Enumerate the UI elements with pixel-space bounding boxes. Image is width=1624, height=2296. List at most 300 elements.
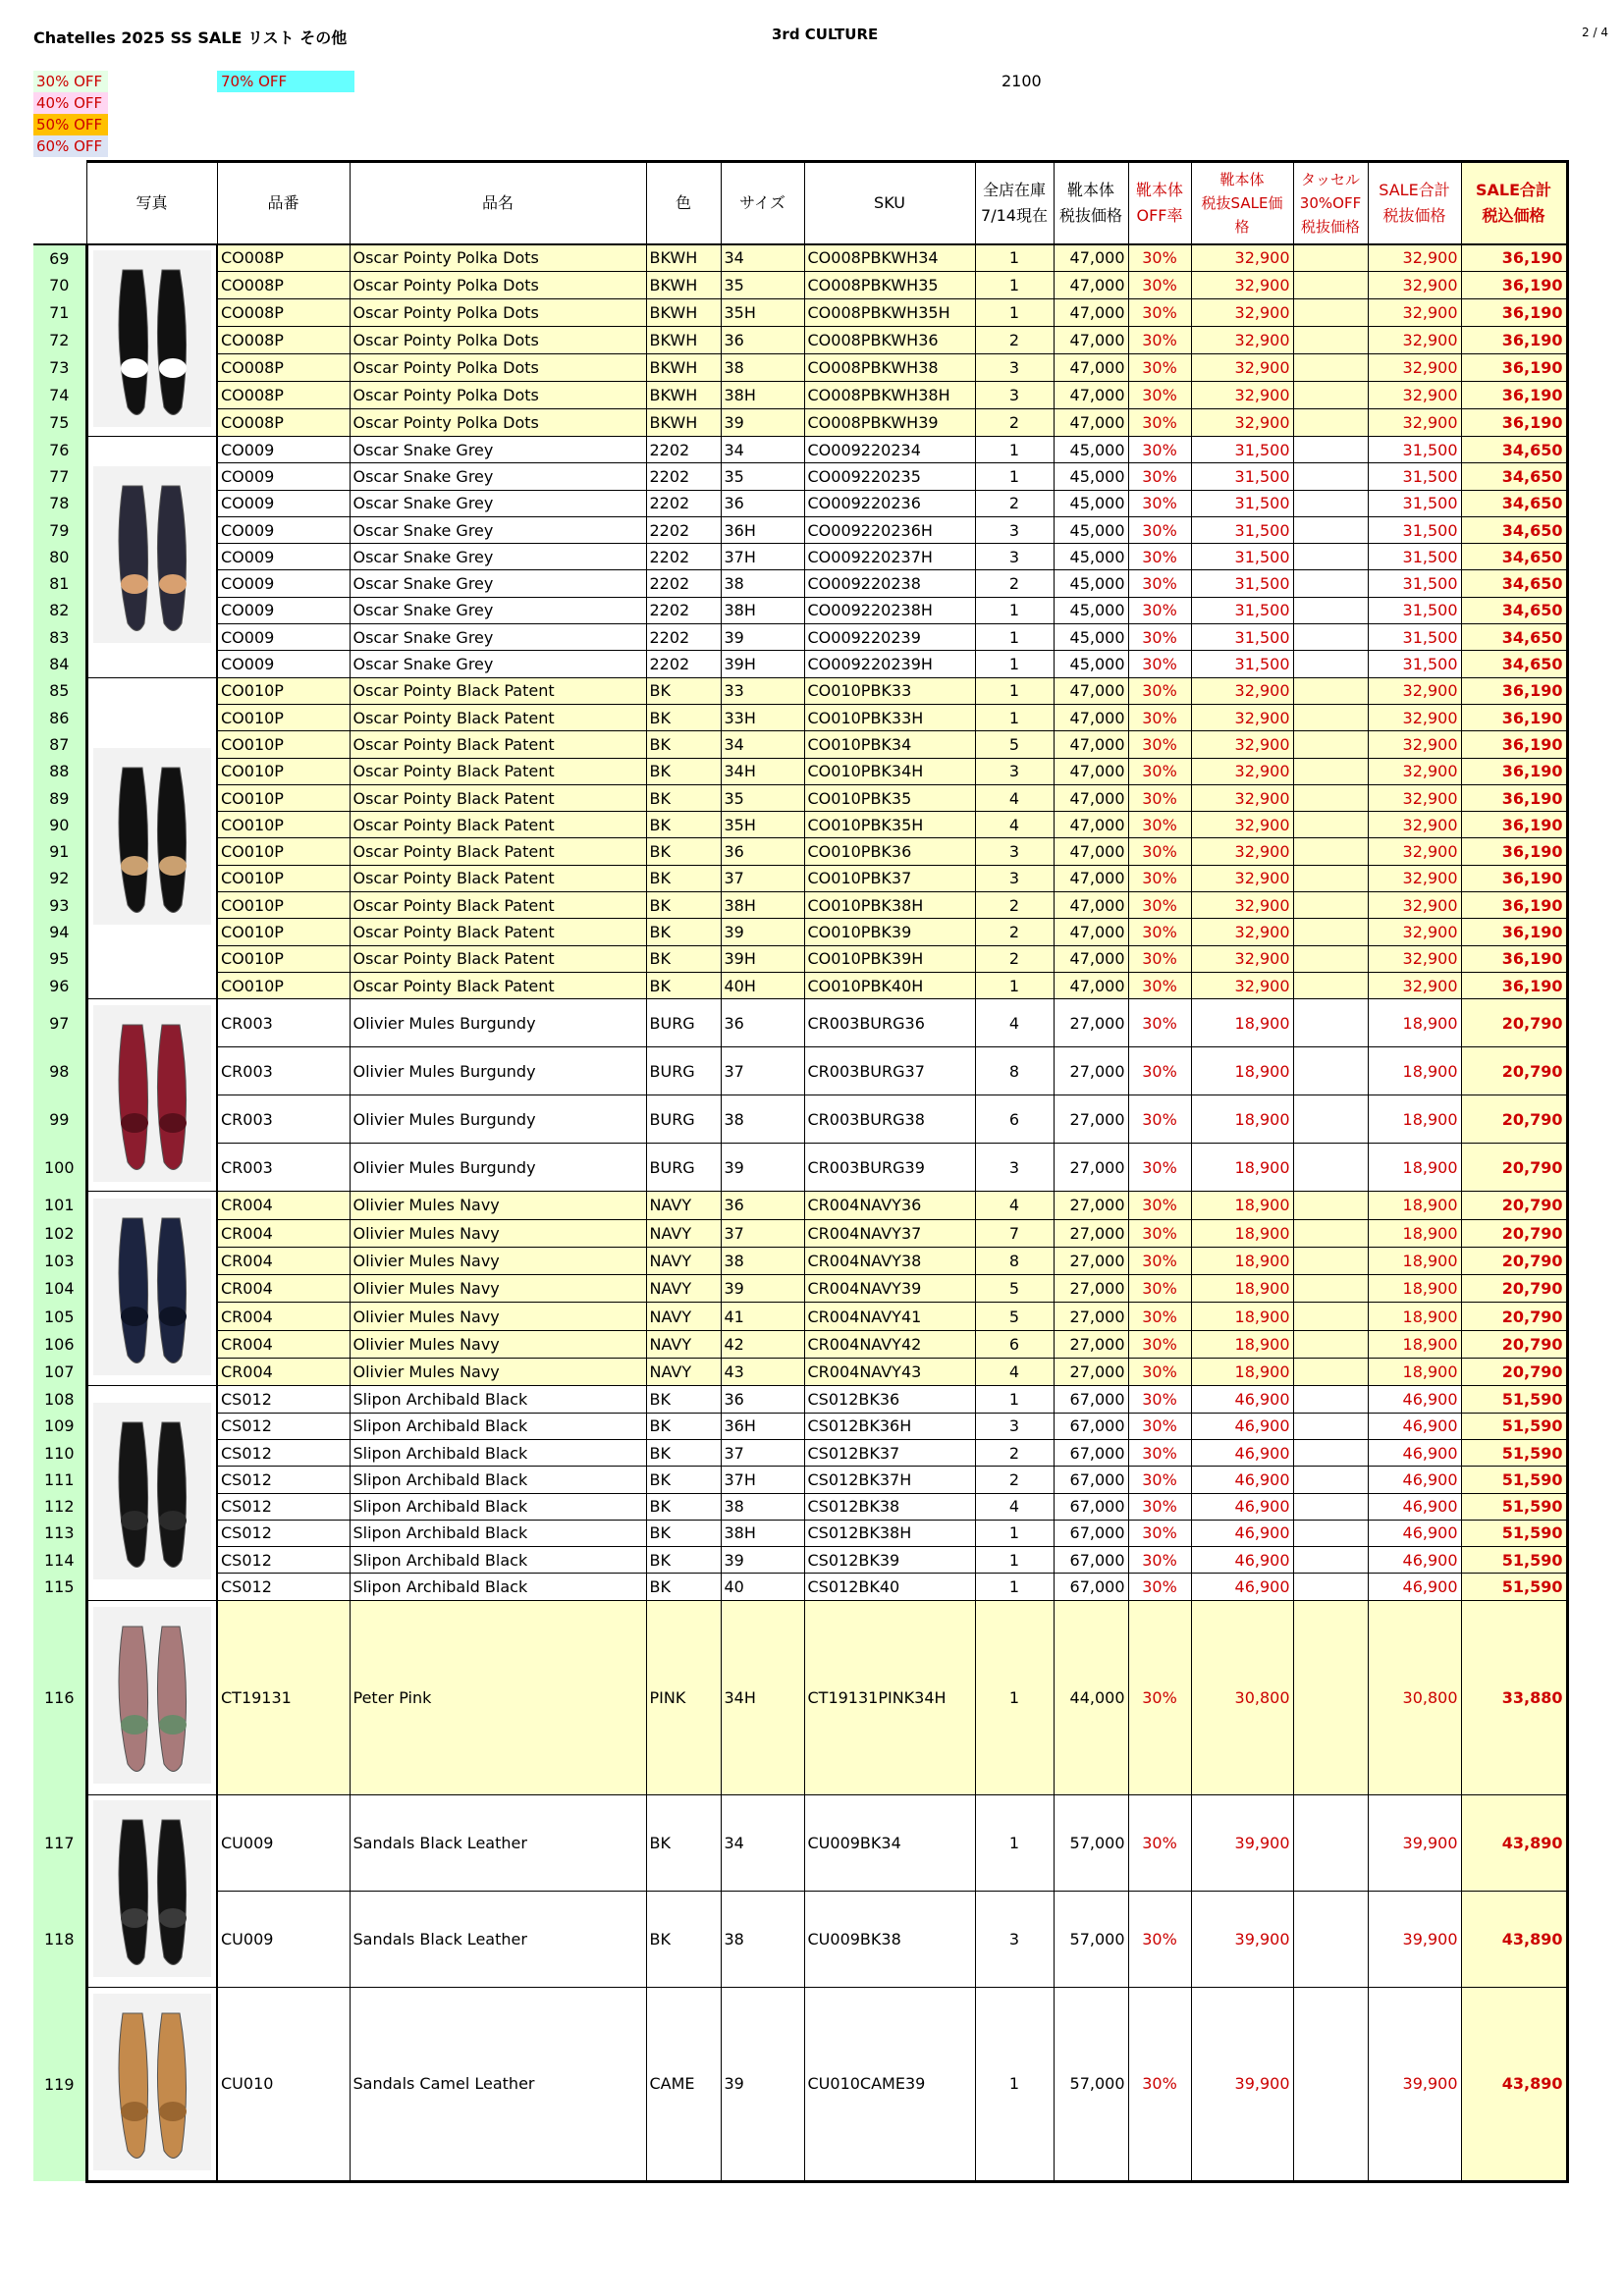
total-price-cell: 36,190 [1461,382,1567,409]
tassel-price-cell [1293,1600,1368,1794]
color-cell: BK [646,731,721,758]
sale-header-line2: 税抜SALE価 [1201,193,1283,212]
sku-cell: CO010PBK39H [804,945,975,972]
price-cell: 45,000 [1054,463,1128,490]
stock-cell: 1 [975,704,1054,730]
stock-cell: 6 [975,1095,1054,1144]
row-number: 100 [33,1144,86,1192]
total-price-cell: 51,590 [1461,1520,1567,1546]
color-header: 色 [646,162,721,244]
stock-cell: 1 [975,624,1054,651]
row-number: 79 [33,516,86,543]
stock-cell: 4 [975,1192,1054,1219]
stock-cell: 1 [975,1600,1054,1794]
sale-total-cell: 31,500 [1368,516,1461,543]
sale-total-cell: 30,800 [1368,1600,1461,1794]
sale-total-cell: 32,900 [1368,972,1461,998]
sale-total-cell: 18,900 [1368,1192,1461,1219]
table-row [33,1574,1567,1600]
off-rate-cell: 30% [1128,704,1191,730]
total-price-cell: 36,190 [1461,812,1567,838]
color-cell: BK [646,838,721,865]
size-cell: 39 [721,1144,804,1192]
sale-total-header-line1: SALE合計 [1379,180,1450,199]
sale-price-cell: 32,900 [1191,838,1293,865]
size-cell: 38 [721,1247,804,1274]
sale-price-cell: 32,900 [1191,865,1293,891]
item-no-cell: CU009 [217,1891,350,1987]
price-cell: 67,000 [1054,1439,1128,1466]
size-cell: 36 [721,327,804,354]
tassel-price-cell [1293,1574,1368,1600]
price-cell: 47,000 [1054,244,1128,272]
item-name-cell: Oscar Pointy Polka Dots [350,354,646,382]
table-row [33,1359,1567,1386]
sku-cell: CO009220238 [804,570,975,597]
stock-cell: 2 [975,945,1054,972]
color-cell: PINK [646,1600,721,1794]
color-cell: BKWH [646,354,721,382]
sale-total-cell: 46,900 [1368,1520,1461,1546]
stock-cell: 4 [975,1359,1054,1386]
camel-sandals-photo [93,1994,211,2170]
total-price-cell: 36,190 [1461,784,1567,811]
row-number: 98 [33,1047,86,1095]
sale-total-cell: 18,900 [1368,1359,1461,1386]
black-slipon-photo [93,1403,211,1579]
sale-price-cell: 46,900 [1191,1467,1293,1493]
item-name-cell: Sandals Camel Leather [350,1987,646,2181]
price-cell: 47,000 [1054,327,1128,354]
off-rate-cell: 30% [1128,1891,1191,1987]
item-name-cell: Peter Pink [350,1600,646,1794]
sku-cell: CO009220239H [804,651,975,677]
item-no-cell: CU009 [217,1794,350,1891]
item-name-cell: Oscar Snake Grey [350,597,646,623]
item-name-cell: Oscar Pointy Black Patent [350,704,646,730]
size-cell: 36 [721,1192,804,1219]
off-rate-cell: 30% [1128,1192,1191,1219]
color-cell: BK [646,1547,721,1574]
off-rate-cell: 30% [1128,1547,1191,1574]
sale-total-cell: 32,900 [1368,731,1461,758]
row-number: 96 [33,972,86,998]
row-number-header [33,162,86,244]
item-name-cell: Olivier Mules Burgundy [350,999,646,1047]
off-rate-cell: 30% [1128,731,1191,758]
table-row [33,1047,1567,1095]
row-number: 95 [33,945,86,972]
total-price-cell: 36,190 [1461,919,1567,945]
off-rate-cell: 30% [1128,972,1191,998]
sale-total-cell: 32,900 [1368,838,1461,865]
black-sandals-photo [93,1800,211,1977]
item-name-cell: Olivier Mules Navy [350,1330,646,1358]
snake-grey-shoes-photo [93,466,211,643]
sale-total-cell: 32,900 [1368,354,1461,382]
row-number: 112 [33,1493,86,1520]
row-number: 83 [33,624,86,651]
price-cell: 45,000 [1054,437,1128,463]
sku-cell: CU010CAME39 [804,1987,975,2181]
sale-price-cell: 32,900 [1191,812,1293,838]
table-row [33,1386,1567,1413]
stock-cell: 1 [975,677,1054,704]
item-no-cell: CR004 [217,1192,350,1219]
sale-price-cell: 31,500 [1191,597,1293,623]
sku-cell: CS012BK37H [804,1467,975,1493]
table-row [33,1275,1567,1303]
tassel-price-cell [1293,382,1368,409]
size-cell: 40H [721,972,804,998]
size-cell: 37 [721,1219,804,1247]
row-number: 76 [33,437,86,463]
tassel-header-line1: タッセル [1300,170,1360,188]
sku-cell: CO010PBK34 [804,731,975,758]
price-cell: 27,000 [1054,1095,1128,1144]
item-name-cell: Slipon Archibald Black [350,1547,646,1574]
item-name-cell: Sandals Black Leather [350,1794,646,1891]
item-name-cell: Olivier Mules Navy [350,1303,646,1330]
sale-total-cell: 32,900 [1368,945,1461,972]
sale-price-cell: 18,900 [1191,1330,1293,1358]
color-cell: BK [646,677,721,704]
total-price-cell: 20,790 [1461,999,1567,1047]
size-cell: 36H [721,516,804,543]
stock-cell: 5 [975,731,1054,758]
table-row [33,1439,1567,1466]
sale-price-cell: 32,900 [1191,677,1293,704]
table-row [33,972,1567,998]
tassel-price-cell [1293,999,1368,1047]
size-cell: 35H [721,812,804,838]
item-no-cell: CR004 [217,1359,350,1386]
sku-cell: CR004NAVY39 [804,1275,975,1303]
sale-total-cell: 31,500 [1368,437,1461,463]
sale-total-cell: 18,900 [1368,1330,1461,1358]
tassel-price-cell [1293,1547,1368,1574]
row-number: 107 [33,1359,86,1386]
name-header: 品名 [350,162,646,244]
total-price-cell: 36,190 [1461,945,1567,972]
product-photo-cell [86,1386,217,1600]
tassel-price-cell [1293,651,1368,677]
table-row [33,437,1567,463]
table-row [33,784,1567,811]
item-no-cell: CO010P [217,892,350,919]
item-no-cell: CS012 [217,1467,350,1493]
item-name-cell: Oscar Pointy Black Patent [350,865,646,891]
item-no-cell: CS012 [217,1493,350,1520]
size-cell: 37 [721,1047,804,1095]
stock-cell: 7 [975,1219,1054,1247]
total-header-line2: 税込価格 [1482,205,1545,225]
sku-cell: CS012BK38H [804,1520,975,1546]
size-cell: 33H [721,704,804,730]
color-cell: BK [646,865,721,891]
price-cell: 47,000 [1054,865,1128,891]
sale-price-cell: 32,900 [1191,972,1293,998]
tassel-price-cell [1293,570,1368,597]
sale-price-cell: 39,900 [1191,1794,1293,1891]
total-price-cell: 20,790 [1461,1303,1567,1330]
item-name-cell: Oscar Snake Grey [350,437,646,463]
sale-total-cell: 32,900 [1368,784,1461,811]
tassel-price-cell [1293,865,1368,891]
color-cell: BK [646,1439,721,1466]
tassel-price-cell [1293,409,1368,437]
off-rate-cell: 30% [1128,1275,1191,1303]
item-name-cell: Slipon Archibald Black [350,1520,646,1546]
price-cell: 45,000 [1054,544,1128,570]
total-price-cell: 51,590 [1461,1547,1567,1574]
row-number: 73 [33,354,86,382]
sale-price-cell: 18,900 [1191,1095,1293,1144]
sku-cell: CR003BURG38 [804,1095,975,1144]
sale-total-cell: 46,900 [1368,1547,1461,1574]
color-cell: BK [646,784,721,811]
row-number: 89 [33,784,86,811]
sale-total-cell: 18,900 [1368,1095,1461,1144]
row-number: 106 [33,1330,86,1358]
off-rate-cell: 30% [1128,1095,1191,1144]
off-rate-cell: 30% [1128,784,1191,811]
product-photo-cell [86,437,217,678]
color-cell: BKWH [646,382,721,409]
sale-total-cell: 39,900 [1368,1794,1461,1891]
sale-price-cell: 18,900 [1191,1359,1293,1386]
size-cell: 35H [721,299,804,327]
item-no-cell: CO010P [217,758,350,784]
total-price-cell: 51,590 [1461,1413,1567,1439]
item-name-cell: Oscar Pointy Black Patent [350,945,646,972]
legend-70-off: 70% OFF [217,71,354,92]
tassel-price-cell [1293,299,1368,327]
total-price-cell: 51,590 [1461,1386,1567,1413]
off-rate-cell: 30% [1128,1144,1191,1192]
stock-cell: 1 [975,1574,1054,1600]
stock-cell: 1 [975,1547,1054,1574]
total-price-cell: 20,790 [1461,1275,1567,1303]
item-no-cell: CR004 [217,1247,350,1274]
table-row [33,758,1567,784]
sku-cell: CO008PBKWH35H [804,299,975,327]
item-name-cell: Oscar Pointy Black Patent [350,758,646,784]
price-cell: 47,000 [1054,731,1128,758]
off-rate-cell: 30% [1128,1600,1191,1794]
off-rate-cell: 30% [1128,1359,1191,1386]
item-name-cell: Slipon Archibald Black [350,1439,646,1466]
item-name-cell: Oscar Snake Grey [350,490,646,516]
off-rate-cell: 30% [1128,1493,1191,1520]
size-cell: 35 [721,784,804,811]
table-row [33,1413,1567,1439]
color-cell: BK [646,1520,721,1546]
total-price-cell: 34,650 [1461,570,1567,597]
item-no-cell: CO010P [217,838,350,865]
stock-cell: 2 [975,409,1054,437]
sale-total-cell: 46,900 [1368,1386,1461,1413]
row-number: 109 [33,1413,86,1439]
sku-cell: CO010PBK33 [804,677,975,704]
off-rate-cell: 30% [1128,570,1191,597]
sale-total-cell: 31,500 [1368,624,1461,651]
sku-cell: CO010PBK38H [804,892,975,919]
price-cell: 45,000 [1054,490,1128,516]
sale-price-cell: 31,500 [1191,624,1293,651]
sale-price-cell: 46,900 [1191,1386,1293,1413]
stock-cell: 4 [975,999,1054,1047]
item-name-cell: Oscar Pointy Black Patent [350,838,646,865]
tassel-price-cell [1293,892,1368,919]
size-cell: 33 [721,677,804,704]
sku-cell: CR004NAVY43 [804,1359,975,1386]
sku-cell: CO009220239 [804,624,975,651]
sale-total-cell: 32,900 [1368,758,1461,784]
sale-price-cell: 32,900 [1191,945,1293,972]
table-row [33,731,1567,758]
sale-price-cell: 18,900 [1191,999,1293,1047]
price-cell: 47,000 [1054,677,1128,704]
color-cell: NAVY [646,1303,721,1330]
table-row [33,812,1567,838]
total-price-cell: 43,890 [1461,1987,1567,2181]
off-rate-cell: 30% [1128,1467,1191,1493]
item-no-cell: CO009 [217,651,350,677]
sale-price-cell: 31,500 [1191,463,1293,490]
navy-mules-photo [93,1199,211,1375]
sale-price-cell: 31,500 [1191,544,1293,570]
row-number: 105 [33,1303,86,1330]
sku-cell: CO010PBK35 [804,784,975,811]
sale-total-cell: 46,900 [1368,1413,1461,1439]
off-rate-cell: 30% [1128,758,1191,784]
table-row [33,865,1567,891]
sale-total-cell: 32,900 [1368,677,1461,704]
price-cell: 47,000 [1054,758,1128,784]
tassel-price-cell [1293,1520,1368,1546]
color-cell: 2202 [646,437,721,463]
item-name-cell: Olivier Mules Burgundy [350,1144,646,1192]
item-no-cell: CR003 [217,1144,350,1192]
product-photo-cell [86,1600,217,1794]
price-cell: 27,000 [1054,1330,1128,1358]
table-row [33,1219,1567,1247]
size-cell: 38H [721,597,804,623]
table-row [33,945,1567,972]
sale-total-cell: 18,900 [1368,1247,1461,1274]
sale-price-cell: 31,500 [1191,570,1293,597]
sale-total-cell: 46,900 [1368,1439,1461,1466]
row-number: 119 [33,1987,86,2181]
price-cell: 67,000 [1054,1547,1128,1574]
item-name-cell: Oscar Pointy Polka Dots [350,382,646,409]
off-rate-cell: 30% [1128,945,1191,972]
row-number: 91 [33,838,86,865]
row-number: 94 [33,919,86,945]
size-cell: 39 [721,409,804,437]
photo-header: 写真 [86,162,217,244]
total-price-cell: 36,190 [1461,758,1567,784]
tassel-header [1293,162,1368,244]
sale-price-header [1191,162,1293,244]
row-number: 93 [33,892,86,919]
table-row [33,1192,1567,1219]
item-no-cell: CO010P [217,865,350,891]
off-rate-cell: 30% [1128,437,1191,463]
tassel-price-cell [1293,1413,1368,1439]
sale-price-cell: 18,900 [1191,1047,1293,1095]
tassel-price-cell [1293,1467,1368,1493]
sale-total-cell: 32,900 [1368,409,1461,437]
sale-total-cell: 18,900 [1368,999,1461,1047]
sale-total-cell: 31,500 [1368,544,1461,570]
sale-price-cell: 32,900 [1191,327,1293,354]
total-price-cell: 20,790 [1461,1330,1567,1358]
row-number: 116 [33,1600,86,1794]
color-cell: BK [646,1386,721,1413]
color-cell: BK [646,704,721,730]
color-cell: BKWH [646,299,721,327]
table-row [33,838,1567,865]
price-cell: 47,000 [1054,812,1128,838]
tassel-price-cell [1293,272,1368,299]
color-cell: NAVY [646,1275,721,1303]
polka-dot-shoes-photo [93,250,211,427]
color-cell: BK [646,812,721,838]
tassel-price-cell [1293,677,1368,704]
total-price-cell: 36,190 [1461,838,1567,865]
size-cell: 34 [721,1794,804,1891]
row-number: 117 [33,1794,86,1891]
sale-total-cell: 18,900 [1368,1275,1461,1303]
sale-price-cell: 39,900 [1191,1891,1293,1987]
item-name-cell: Oscar Pointy Black Patent [350,731,646,758]
table-row [33,490,1567,516]
sale-price-cell: 32,900 [1191,409,1293,437]
stock-cell: 2 [975,490,1054,516]
row-number: 88 [33,758,86,784]
tassel-price-cell [1293,1192,1368,1219]
item-name-cell: Olivier Mules Burgundy [350,1095,646,1144]
table-row [33,1095,1567,1144]
item-no-cell: CS012 [217,1413,350,1439]
document-title: Chatelles 2025 SS SALE リスト その他 [33,28,348,47]
tassel-price-cell [1293,1144,1368,1192]
sale-price-cell: 32,900 [1191,382,1293,409]
price-cell: 27,000 [1054,1303,1128,1330]
size-header: サイズ [721,162,804,244]
price-cell: 47,000 [1054,299,1128,327]
size-cell: 39H [721,945,804,972]
sale-header-line1: 靴本体 [1219,170,1265,188]
row-number: 114 [33,1547,86,1574]
table-row [33,382,1567,409]
stock-cell: 1 [975,437,1054,463]
store-name: 3rd CULTURE [772,26,879,43]
price-header-line2: 税抜価格 [1058,205,1122,225]
size-cell: 38H [721,382,804,409]
sku-cell: CO009220237H [804,544,975,570]
legend-30-off: 30% OFF [33,71,108,92]
table-row [33,544,1567,570]
stock-cell: 5 [975,1303,1054,1330]
size-cell: 38H [721,892,804,919]
tassel-price-cell [1293,1095,1368,1144]
item-name-cell: Slipon Archibald Black [350,1467,646,1493]
sale-total-header [1368,162,1461,244]
sale-price-cell: 18,900 [1191,1247,1293,1274]
